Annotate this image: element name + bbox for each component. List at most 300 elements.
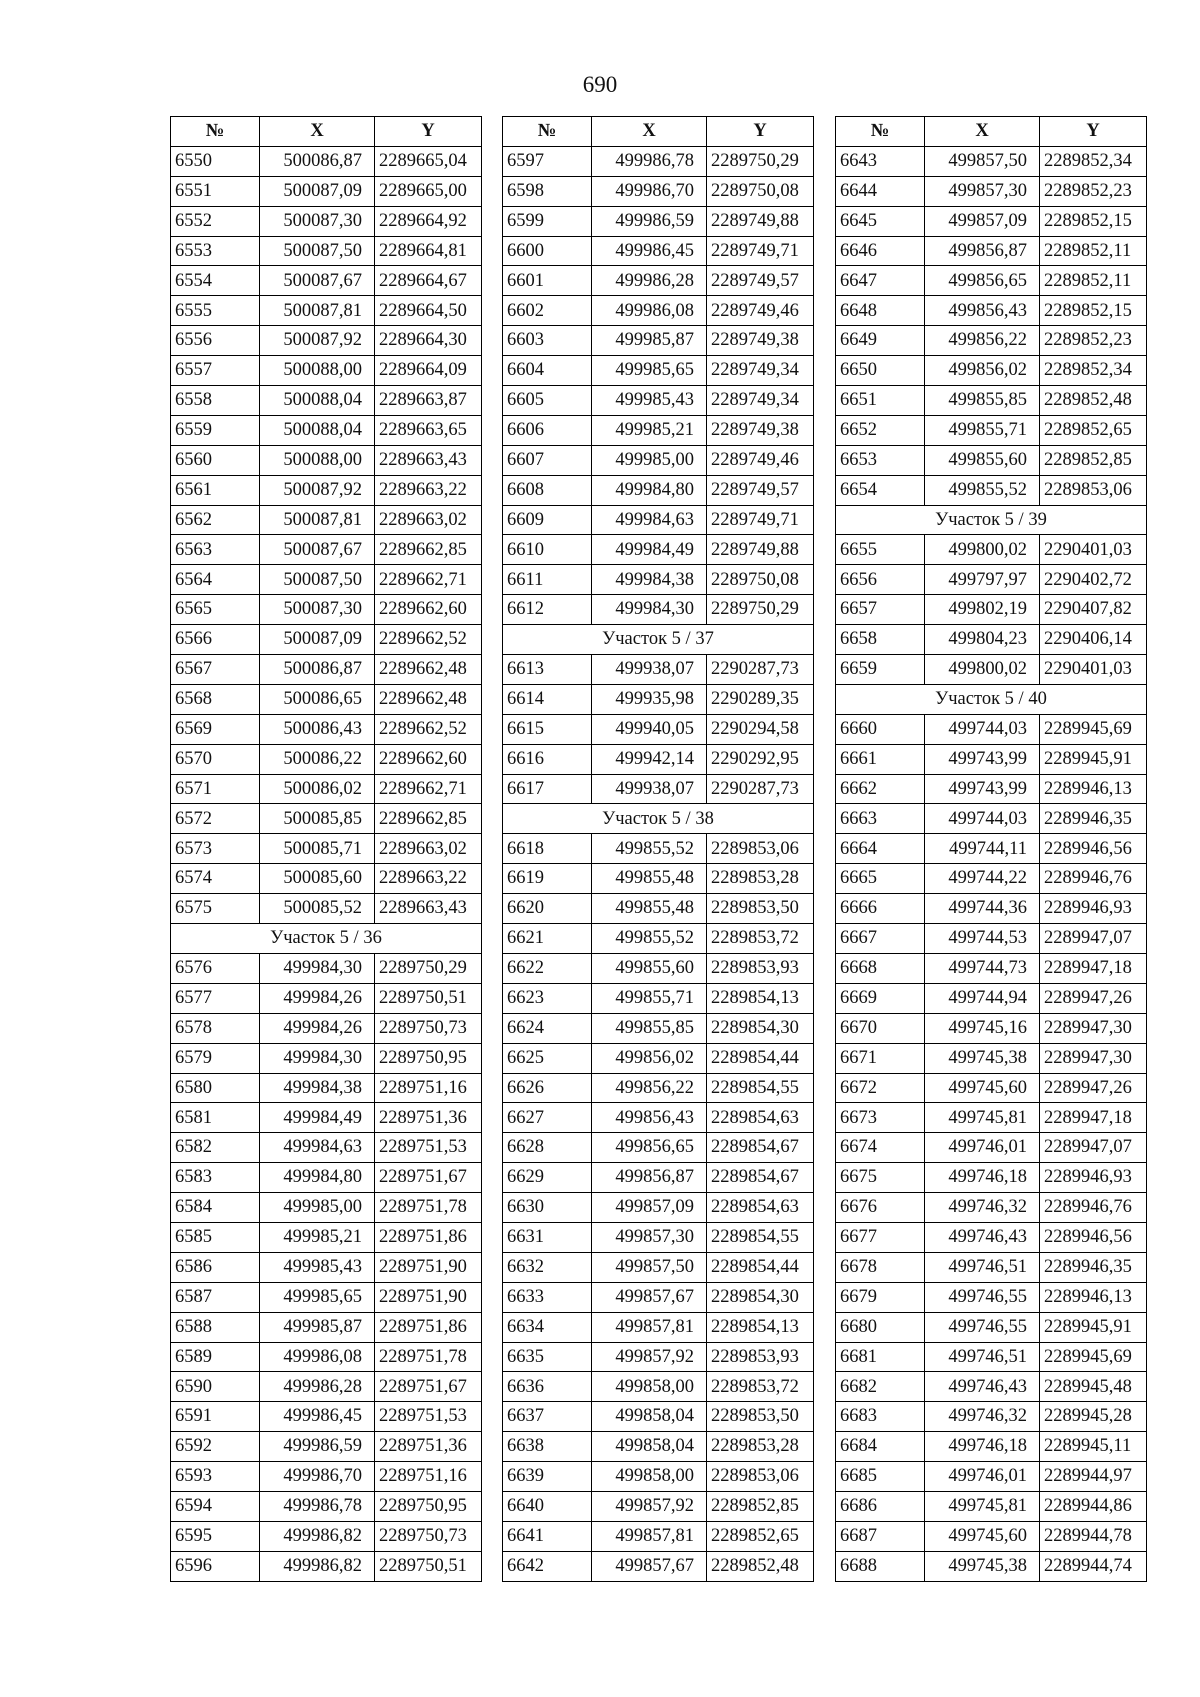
point-number: 6586 [171,1252,260,1282]
table-row [171,834,482,864]
table-row [171,1282,482,1312]
x-coordinate: 499855,48 [592,864,707,894]
point-number: 6663 [836,804,925,834]
x-coordinate: 499984,80 [260,1163,375,1193]
x-coordinate: 499857,09 [925,206,1040,236]
x-coordinate: 499986,08 [592,296,707,326]
point-number: 6648 [836,296,925,326]
y-coordinate: 2290401,03 [1040,655,1147,685]
y-coordinate: 2289947,07 [1040,924,1147,954]
table-row [503,386,814,416]
point-number: 6554 [171,266,260,296]
y-coordinate: 2289946,13 [1040,774,1147,804]
table-row [503,176,814,206]
x-coordinate: 499985,65 [592,356,707,386]
y-coordinate: 2289944,86 [1040,1491,1147,1521]
table-row [171,595,482,625]
table-row [503,1491,814,1521]
table-row [503,1372,814,1402]
point-number: 6587 [171,1282,260,1312]
x-coordinate: 500087,50 [260,236,375,266]
point-number: 6624 [503,1013,592,1043]
table-row [836,1163,1147,1193]
y-coordinate: 2289854,55 [707,1222,814,1252]
point-number: 6609 [503,505,592,535]
y-coordinate: 2289854,13 [707,1312,814,1342]
point-number: 6686 [836,1491,925,1521]
x-coordinate: 500087,92 [260,326,375,356]
point-number: 6636 [503,1372,592,1402]
y-coordinate: 2289854,63 [707,1103,814,1133]
coordinates-table-2 [502,116,814,1582]
table-row [171,655,482,685]
x-coordinate: 499985,87 [260,1312,375,1342]
x-coordinate: 499745,60 [925,1073,1040,1103]
point-number: 6664 [836,834,925,864]
y-coordinate: 2289750,29 [707,146,814,176]
table-row [503,266,814,296]
table-row [503,983,814,1013]
x-coordinate: 500086,22 [260,744,375,774]
x-coordinate: 499986,45 [260,1402,375,1432]
x-coordinate: 499855,85 [592,1013,707,1043]
x-coordinate: 499935,98 [592,684,707,714]
table-row [836,176,1147,206]
x-coordinate: 499744,22 [925,864,1040,894]
table-row [503,1551,814,1581]
y-coordinate: 2289749,38 [707,415,814,445]
table-row [171,1432,482,1462]
x-coordinate: 499856,65 [592,1133,707,1163]
section-title: Участок 5 / 39 [836,505,1147,535]
point-number: 6677 [836,1222,925,1252]
table-row [836,1312,1147,1342]
table-row [503,864,814,894]
y-coordinate: 2289853,93 [707,953,814,983]
column-header-x: X [925,117,1040,147]
x-coordinate: 500087,30 [260,206,375,236]
y-coordinate: 2289750,08 [707,565,814,595]
y-coordinate: 2289852,11 [1040,236,1147,266]
point-number: 6573 [171,834,260,864]
y-coordinate: 2289749,46 [707,296,814,326]
y-coordinate: 2289854,67 [707,1133,814,1163]
y-coordinate: 2289853,28 [707,864,814,894]
point-number: 6622 [503,953,592,983]
x-coordinate: 499856,87 [592,1163,707,1193]
y-coordinate: 2289751,36 [375,1103,482,1133]
table-row [171,1551,482,1581]
point-number: 6682 [836,1372,925,1402]
y-coordinate: 2289852,11 [1040,266,1147,296]
point-number: 6557 [171,356,260,386]
point-number: 6608 [503,475,592,505]
x-coordinate: 499746,32 [925,1193,1040,1223]
table-row [171,445,482,475]
point-number: 6562 [171,505,260,535]
x-coordinate: 500087,92 [260,475,375,505]
column-header-y: Y [1040,117,1147,147]
y-coordinate: 2289751,67 [375,1372,482,1402]
point-number: 6593 [171,1462,260,1492]
x-coordinate: 499985,87 [592,326,707,356]
x-coordinate: 500087,81 [260,296,375,326]
point-number: 6574 [171,864,260,894]
table-row [503,1432,814,1462]
point-number: 6633 [503,1282,592,1312]
table-row [171,475,482,505]
coordinates-table-3 [835,116,1147,1582]
table-row [836,714,1147,744]
x-coordinate: 500088,04 [260,386,375,416]
y-coordinate: 2289749,57 [707,475,814,505]
point-number: 6678 [836,1252,925,1282]
point-number: 6610 [503,535,592,565]
x-coordinate: 500088,00 [260,356,375,386]
point-number: 6655 [836,535,925,565]
x-coordinate: 499986,28 [260,1372,375,1402]
x-coordinate: 499745,16 [925,1013,1040,1043]
x-coordinate: 499744,53 [925,924,1040,954]
x-coordinate: 499743,99 [925,774,1040,804]
point-number: 6615 [503,714,592,744]
x-coordinate: 499986,78 [260,1491,375,1521]
y-coordinate: 2289750,51 [375,983,482,1013]
y-coordinate: 2289662,71 [375,565,482,595]
table-row [836,1222,1147,1252]
point-number: 6571 [171,774,260,804]
table-row [171,1073,482,1103]
y-coordinate: 2290289,35 [707,684,814,714]
table-row [836,953,1147,983]
y-coordinate: 2289945,48 [1040,1372,1147,1402]
y-coordinate: 2289852,34 [1040,146,1147,176]
y-coordinate: 2289852,85 [707,1491,814,1521]
table-row [503,1222,814,1252]
point-number: 6644 [836,176,925,206]
x-coordinate: 500086,02 [260,774,375,804]
point-number: 6656 [836,565,925,595]
table-row [171,1252,482,1282]
column-header-x: X [260,117,375,147]
table-row [503,924,814,954]
point-number: 6583 [171,1163,260,1193]
x-coordinate: 500087,30 [260,595,375,625]
x-coordinate: 499986,59 [260,1432,375,1462]
point-number: 6638 [503,1432,592,1462]
y-coordinate: 2289853,06 [1040,475,1147,505]
point-number: 6676 [836,1193,925,1223]
point-number: 6675 [836,1163,925,1193]
y-coordinate: 2289945,69 [1040,1342,1147,1372]
point-number: 6576 [171,953,260,983]
table-row [836,475,1147,505]
point-number: 6582 [171,1133,260,1163]
y-coordinate: 2289662,85 [375,804,482,834]
y-coordinate: 2289751,86 [375,1222,482,1252]
point-number: 6647 [836,266,925,296]
table-row [503,1133,814,1163]
point-number: 6561 [171,475,260,505]
x-coordinate: 499985,00 [260,1193,375,1223]
y-coordinate: 2289946,56 [1040,834,1147,864]
table-row [836,1043,1147,1073]
column-header-y: Y [707,117,814,147]
table-row [171,1402,482,1432]
table-row [503,535,814,565]
table-row [836,565,1147,595]
point-number: 6570 [171,744,260,774]
x-coordinate: 500087,09 [260,625,375,655]
x-coordinate: 499984,26 [260,1013,375,1043]
point-number: 6679 [836,1282,925,1312]
x-coordinate: 499856,43 [925,296,1040,326]
x-coordinate: 499858,04 [592,1402,707,1432]
point-number: 6564 [171,565,260,595]
table-row [171,206,482,236]
x-coordinate: 500085,71 [260,834,375,864]
y-coordinate: 2290294,58 [707,714,814,744]
y-coordinate: 2289749,88 [707,206,814,236]
y-coordinate: 2289662,85 [375,535,482,565]
y-coordinate: 2289852,23 [1040,326,1147,356]
y-coordinate: 2289946,35 [1040,1252,1147,1282]
table-row [836,774,1147,804]
x-coordinate: 499986,59 [592,206,707,236]
column-header-number: № [503,117,592,147]
y-coordinate: 2289749,71 [707,505,814,535]
point-number: 6595 [171,1521,260,1551]
x-coordinate: 499985,43 [260,1252,375,1282]
x-coordinate: 500085,85 [260,804,375,834]
y-coordinate: 2289662,52 [375,625,482,655]
y-coordinate: 2289662,52 [375,714,482,744]
x-coordinate: 499857,67 [592,1282,707,1312]
x-coordinate: 499984,30 [592,595,707,625]
point-number: 6688 [836,1551,925,1581]
x-coordinate: 499744,73 [925,953,1040,983]
x-coordinate: 499800,02 [925,535,1040,565]
table-row [171,1462,482,1492]
table-row [503,894,814,924]
table-row [503,595,814,625]
y-coordinate: 2289750,73 [375,1521,482,1551]
x-coordinate: 499855,71 [592,983,707,1013]
y-coordinate: 2289947,26 [1040,1073,1147,1103]
y-coordinate: 2289751,78 [375,1342,482,1372]
point-number: 6639 [503,1462,592,1492]
x-coordinate: 499745,38 [925,1551,1040,1581]
point-number: 6551 [171,176,260,206]
point-number: 6588 [171,1312,260,1342]
x-coordinate: 499744,03 [925,714,1040,744]
x-coordinate: 499985,43 [592,386,707,416]
point-number: 6597 [503,146,592,176]
table-row [836,804,1147,834]
x-coordinate: 499744,94 [925,983,1040,1013]
table-row [503,744,814,774]
x-coordinate: 499938,07 [592,655,707,685]
x-coordinate: 500087,09 [260,176,375,206]
y-coordinate: 2289750,95 [375,1491,482,1521]
y-coordinate: 2289854,55 [707,1073,814,1103]
point-number: 6687 [836,1521,925,1551]
section-row [503,625,814,655]
x-coordinate: 499857,67 [592,1551,707,1581]
point-number: 6568 [171,684,260,714]
x-coordinate: 499858,04 [592,1432,707,1462]
y-coordinate: 2289750,51 [375,1551,482,1581]
table-row [836,1342,1147,1372]
x-coordinate: 499856,65 [925,266,1040,296]
point-number: 6565 [171,595,260,625]
point-number: 6616 [503,744,592,774]
table-row [171,1193,482,1223]
point-number: 6681 [836,1342,925,1372]
table-row [171,983,482,1013]
x-coordinate: 500088,00 [260,445,375,475]
y-coordinate: 2289749,71 [707,236,814,266]
table-row [503,415,814,445]
point-number: 6566 [171,625,260,655]
point-number: 6625 [503,1043,592,1073]
y-coordinate: 2289854,13 [707,983,814,1013]
point-number: 6632 [503,1252,592,1282]
x-coordinate: 499984,30 [260,1043,375,1073]
y-coordinate: 2289853,28 [707,1432,814,1462]
point-number: 6618 [503,834,592,864]
x-coordinate: 499797,97 [925,565,1040,595]
y-coordinate: 2289945,28 [1040,1402,1147,1432]
y-coordinate: 2289854,30 [707,1013,814,1043]
x-coordinate: 500085,52 [260,894,375,924]
table-row [836,1282,1147,1312]
point-number: 6580 [171,1073,260,1103]
point-number: 6626 [503,1073,592,1103]
point-number: 6567 [171,655,260,685]
table-row [503,1342,814,1372]
x-coordinate: 500086,87 [260,655,375,685]
x-coordinate: 499744,36 [925,894,1040,924]
point-number: 6604 [503,356,592,386]
point-number: 6603 [503,326,592,356]
point-number: 6670 [836,1013,925,1043]
table-row [836,864,1147,894]
x-coordinate: 499857,30 [925,176,1040,206]
point-number: 6555 [171,296,260,326]
y-coordinate: 2289663,65 [375,415,482,445]
x-coordinate: 499855,48 [592,894,707,924]
column-header-y: Y [375,117,482,147]
table-row [836,983,1147,1013]
point-number: 6671 [836,1043,925,1073]
table-row [503,684,814,714]
point-number: 6653 [836,445,925,475]
y-coordinate: 2289750,73 [375,1013,482,1043]
y-coordinate: 2289664,30 [375,326,482,356]
y-coordinate: 2289751,90 [375,1282,482,1312]
y-coordinate: 2289945,91 [1040,1312,1147,1342]
point-number: 6628 [503,1133,592,1163]
x-coordinate: 499857,30 [592,1222,707,1252]
x-coordinate: 499746,01 [925,1133,1040,1163]
x-coordinate: 499984,38 [260,1073,375,1103]
y-coordinate: 2289852,23 [1040,176,1147,206]
section-row [171,924,482,954]
y-coordinate: 2289664,81 [375,236,482,266]
x-coordinate: 499745,81 [925,1491,1040,1521]
x-coordinate: 499856,87 [925,236,1040,266]
y-coordinate: 2289750,08 [707,176,814,206]
y-coordinate: 2289665,04 [375,146,482,176]
x-coordinate: 499855,85 [925,386,1040,416]
point-number: 6685 [836,1462,925,1492]
point-number: 6640 [503,1491,592,1521]
point-number: 6613 [503,655,592,685]
x-coordinate: 499746,43 [925,1372,1040,1402]
x-coordinate: 499986,45 [592,236,707,266]
point-number: 6667 [836,924,925,954]
y-coordinate: 2289852,15 [1040,206,1147,236]
point-number: 6634 [503,1312,592,1342]
x-coordinate: 499984,49 [260,1103,375,1133]
y-coordinate: 2289751,67 [375,1163,482,1193]
y-coordinate: 2289663,43 [375,894,482,924]
x-coordinate: 499857,09 [592,1193,707,1223]
table-row [171,1222,482,1252]
x-coordinate: 499802,19 [925,595,1040,625]
table-row [836,326,1147,356]
y-coordinate: 2289749,46 [707,445,814,475]
point-number: 6635 [503,1342,592,1372]
table-row [171,1013,482,1043]
column-header-x: X [592,117,707,147]
point-number: 6598 [503,176,592,206]
point-number: 6673 [836,1103,925,1133]
y-coordinate: 2289662,60 [375,595,482,625]
table-row [503,565,814,595]
table-row [171,744,482,774]
x-coordinate: 499985,21 [592,415,707,445]
y-coordinate: 2290406,14 [1040,625,1147,655]
x-coordinate: 499855,71 [925,415,1040,445]
y-coordinate: 2289947,18 [1040,953,1147,983]
point-number: 6629 [503,1163,592,1193]
point-number: 6553 [171,236,260,266]
y-coordinate: 2289749,34 [707,356,814,386]
point-number: 6646 [836,236,925,266]
point-number: 6600 [503,236,592,266]
x-coordinate: 500086,87 [260,146,375,176]
table-row [503,206,814,236]
point-number: 6627 [503,1103,592,1133]
point-number: 6585 [171,1222,260,1252]
point-number: 6614 [503,684,592,714]
table-row [503,1163,814,1193]
table-row [836,1402,1147,1432]
table-row [171,953,482,983]
table-row [171,356,482,386]
y-coordinate: 2290407,82 [1040,595,1147,625]
y-coordinate: 2289664,09 [375,356,482,386]
y-coordinate: 2289749,38 [707,326,814,356]
table-row [171,804,482,834]
point-number: 6572 [171,804,260,834]
y-coordinate: 2289751,16 [375,1462,482,1492]
table-row [836,1252,1147,1282]
table-row [171,236,482,266]
table-row [503,236,814,266]
